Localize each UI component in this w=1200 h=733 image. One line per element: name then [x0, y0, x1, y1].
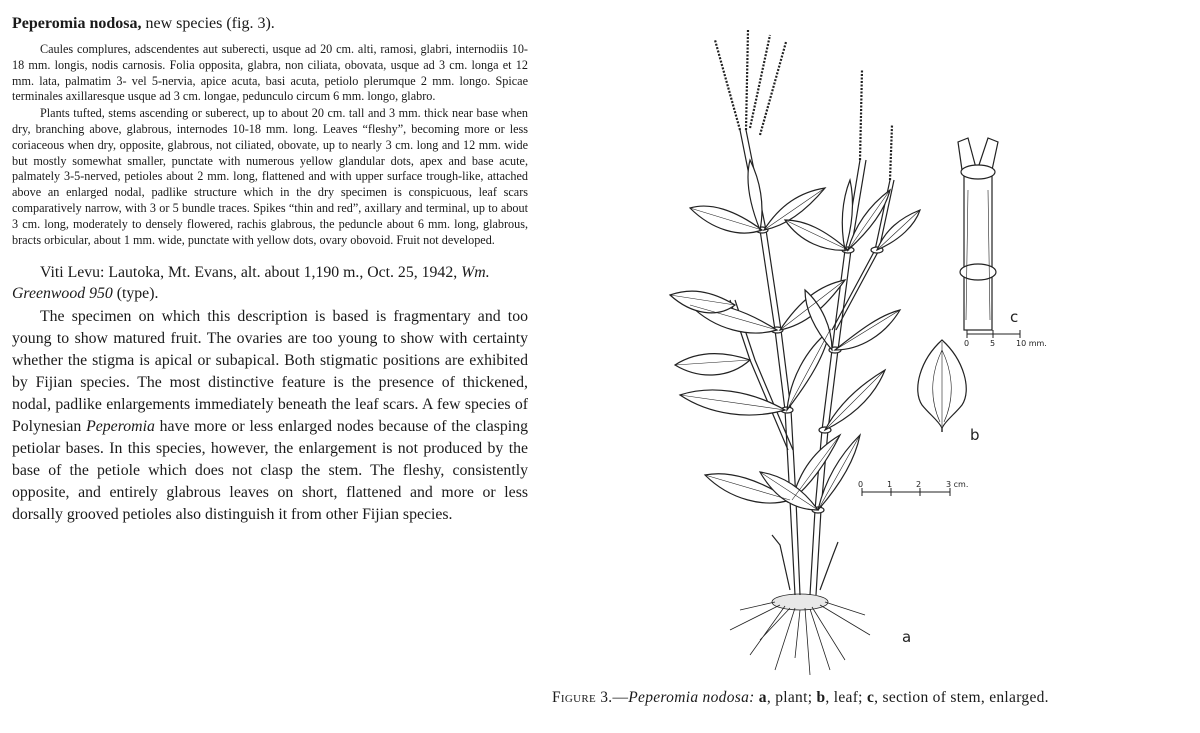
plant-scale-1: 1	[887, 480, 893, 489]
caption-part-b: b	[816, 689, 826, 706]
leaf-b	[918, 339, 970, 432]
stem-scale-bar	[967, 330, 1020, 338]
botanical-figure	[600, 30, 1200, 690]
caption-species: Peperomia nodosa:	[628, 689, 755, 706]
caption-part-b-text: , leaf;	[825, 689, 867, 706]
plant-scale-bar	[862, 488, 950, 496]
english-description: Plants tufted, stems ascending or suberect, up to about 20 cm. tall and 3 mm. thick near base when dry, branching above, glabrous, internodes 10-18 mm. long. Leaves “fleshy”, becoming more or less coriaceous when dry, opposite, glabrous, not ciliated, obovate, up to nearly 3 cm. long and 12 mm. wide but mostly somewhat smaller, punctate with numerous yellow glandular dots, apex and base acute, palmately 3-5-nerved, petioles about 2 mm. long, flattened and with upper surface trough-like, attached above an enlarged nodal, padlike structure which in the dry specimen is conspicuous, leaf scars comparatively narrow, with 3 or 5 bundle traces. Spikes “thin and red”, axillary and terminal, up to about 3 cm. long, moderately to densely flowered, rachis glabrous, the peduncle about 6 mm. long, glabrous, bracts orbicular, about 1 mm. wide, punctate with yellow dots, ovary obovoid. Fruit not developed.	[12, 106, 528, 247]
stem-scale-5: 5	[990, 339, 996, 348]
figure-caption	[552, 686, 1188, 710]
caption-dash: —	[612, 689, 629, 706]
stem-section-c	[958, 138, 998, 330]
label-c: c	[1010, 308, 1019, 326]
species-name: Peperomia nodosa,	[12, 15, 142, 32]
plant-scale-2: 2	[916, 480, 922, 489]
latin-description: Caules complures, adscendentes aut suberecti, usque ad 20 cm. alti, ramosi, glabri, internodiis 10-18 mm. longis, nodis carnosis. Folia opposita, glabra, non ciliata, obovata, usque ad 3 cm. longa et 12 mm. lata, palmatim 3- vel 5-nervia, apice acuta, basi acuta, petiolo plerumque 2 mm. longo. Spicae terminales axillaresque usque ad 3 cm. longae, pedunculo circum 6 mm. longo, glabro.	[12, 42, 528, 104]
type-note: (type).	[112, 285, 159, 303]
stem-scale-0: 0	[964, 339, 970, 348]
caption-part-c: c	[866, 689, 875, 706]
text-column	[12, 14, 528, 526]
flower-spikes	[715, 30, 892, 180]
label-a: a	[902, 628, 912, 646]
plant-drawing	[670, 30, 1020, 675]
plant-scale-3: 3 cm.	[946, 480, 969, 489]
locality-text: Viti Levu: Lautoka, Mt. Evans, alt. about 1,190 m., Oct. 25, 1942,	[40, 264, 458, 282]
roots	[730, 594, 870, 675]
label-b: b	[970, 426, 980, 444]
plant-illustration	[600, 30, 1200, 690]
plant-scale-0: 0	[858, 480, 864, 489]
species-heading	[12, 14, 528, 34]
genus-name: Peperomia	[86, 418, 155, 436]
caption-part-a: a	[758, 689, 767, 706]
stem-scale-10: 10 mm.	[1016, 339, 1047, 348]
collector-name: Wm. Greenwood 950	[12, 264, 490, 303]
discussion-part1: The specimen on which this description is based is fragmentary and too young to show matured fruit. The ovaries are too young to show with certainty whether the stigma is apical or subapical. Both stigmatic positions are exhibited by Fijian species. The most distinctive feature is the presence of thickened, nodal, padlike enlargements immediately beneath the leaf scars. A few species of Polynesian	[12, 308, 528, 436]
caption-part-c-text: , section of stem, enlarged.	[874, 689, 1049, 706]
locality-citation	[12, 262, 528, 304]
discussion-part2: have more or less enlarged nodes because of the clasping petiolar bases. In this species, however, the enlargement is not produced by the base of the petiole which does not clasp the stem. The fleshy, consistently opposite, and entirely glabrous leaves on short, flattened and more or less dorsally grooved petioles also distinguish it from other Fijian species.	[12, 418, 528, 524]
caption-figure-number: Figure 3.	[552, 689, 613, 706]
discussion-paragraph	[12, 306, 528, 526]
caption-part-a-text: , plant;	[766, 689, 817, 706]
species-heading-suffix: new species (fig. 3).	[141, 15, 275, 32]
